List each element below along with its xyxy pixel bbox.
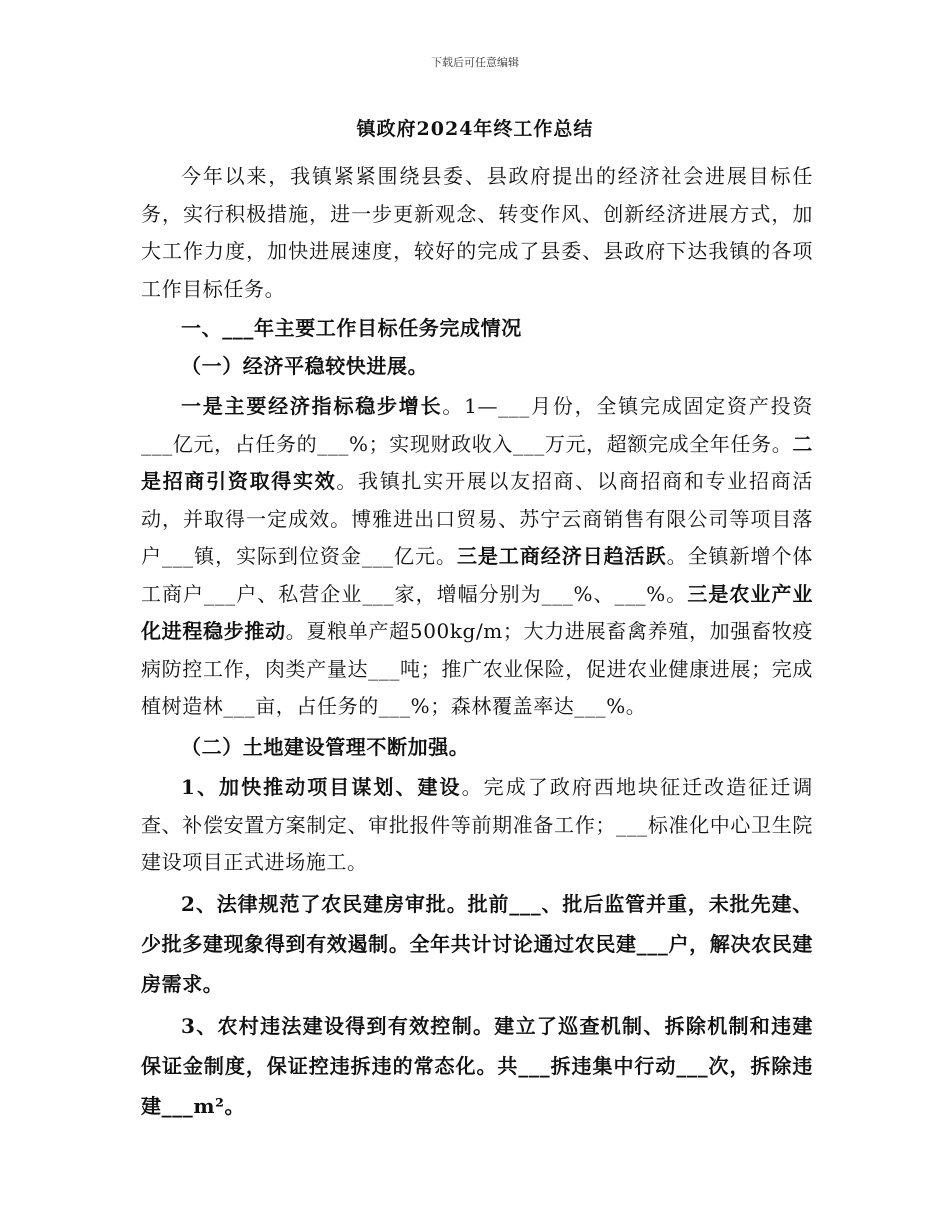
econ-point-4-text: 。夏粮单产超500kg/m；大力进展畜禽养殖，加强畜牧疫病防控工作，肉类产量达___吨；推广农业保险，促进农业健康进展；完成植树造林___亩，占任务的___%；森林覆盖率达___%。 [141, 619, 813, 718]
econ-point-3-lead: 三是工商经济日趋活跃 [456, 544, 667, 568]
page-header: 下载后可任意编辑 [431, 56, 519, 69]
land-item-1-text: 。完成了政府西地块征迁改造征迁调查、补偿安置方案制定、审批报件等前期准备工作；___标准化中心卫生院建设项目正式进场施工。 [141, 775, 813, 874]
economy-paragraph [141, 388, 813, 726]
land-item-1-lead: 1、加快推动项目谋划、建设 [181, 775, 462, 799]
document-body [141, 158, 813, 1126]
econ-point-4-lead: 三是农业产业化进程稳步推动 [141, 581, 813, 643]
subsection-heading-land: （二）土地建设管理不断加强。 [181, 734, 470, 759]
land-item-1 [141, 769, 813, 882]
econ-point-3-text: 。全镇新增个体工商户___户、私营企业___家，增幅分别为___%、___%。 [141, 544, 814, 606]
econ-point-1-text: 。1—___月份，全镇完成固定资产投资___亿元，占任务的___%；实现财政收入___万元，超额完成全年任务。 [141, 394, 813, 456]
land-item-2: 2、法律规范了农民建房审批。批前___、批后监管并重，未批先建、少批多建现象得到有效遏制。全年共计讨论通过农民建___户，解决农民建房需求。 [141, 891, 813, 996]
land-item-3: 3、农村违法建设得到有效控制。建立了巡查机制、拆除机制和违建保证金制度，保证控违拆违的常态化。共___拆违集中行动___次，拆除违建___m²。 [141, 1013, 813, 1118]
econ-point-1-lead: 一是主要经济指标稳步增长 [181, 394, 443, 418]
econ-point-2-text: 。我镇扎实开展以友招商、以商招商和专业招商活动，并取得一定成效。博雅进出口贸易、苏宁云商销售有限公司等项目落户___镇，实际到位资金___亿元。 [141, 469, 813, 568]
section-heading-1: 一、___年主要工作目标任务完成情况 [181, 316, 522, 340]
intro-paragraph: 今年以来，我镇紧紧围绕县委、县政府提出的经济社会进展目标任务，实行积极措施，进一步更新观念、转变作风、创新经济进展方式，加大工作力度，加快进展速度，较好的完成了县委、县政府下达我镇的各项工作目标任务。 [141, 164, 813, 301]
document-title: 镇政府2024年终工作总结 [356, 118, 594, 140]
subsection-heading-economy: （一）经济平稳较快进展。 [181, 353, 429, 378]
econ-point-2-lead: 二是招商引资取得实效 [141, 431, 813, 493]
